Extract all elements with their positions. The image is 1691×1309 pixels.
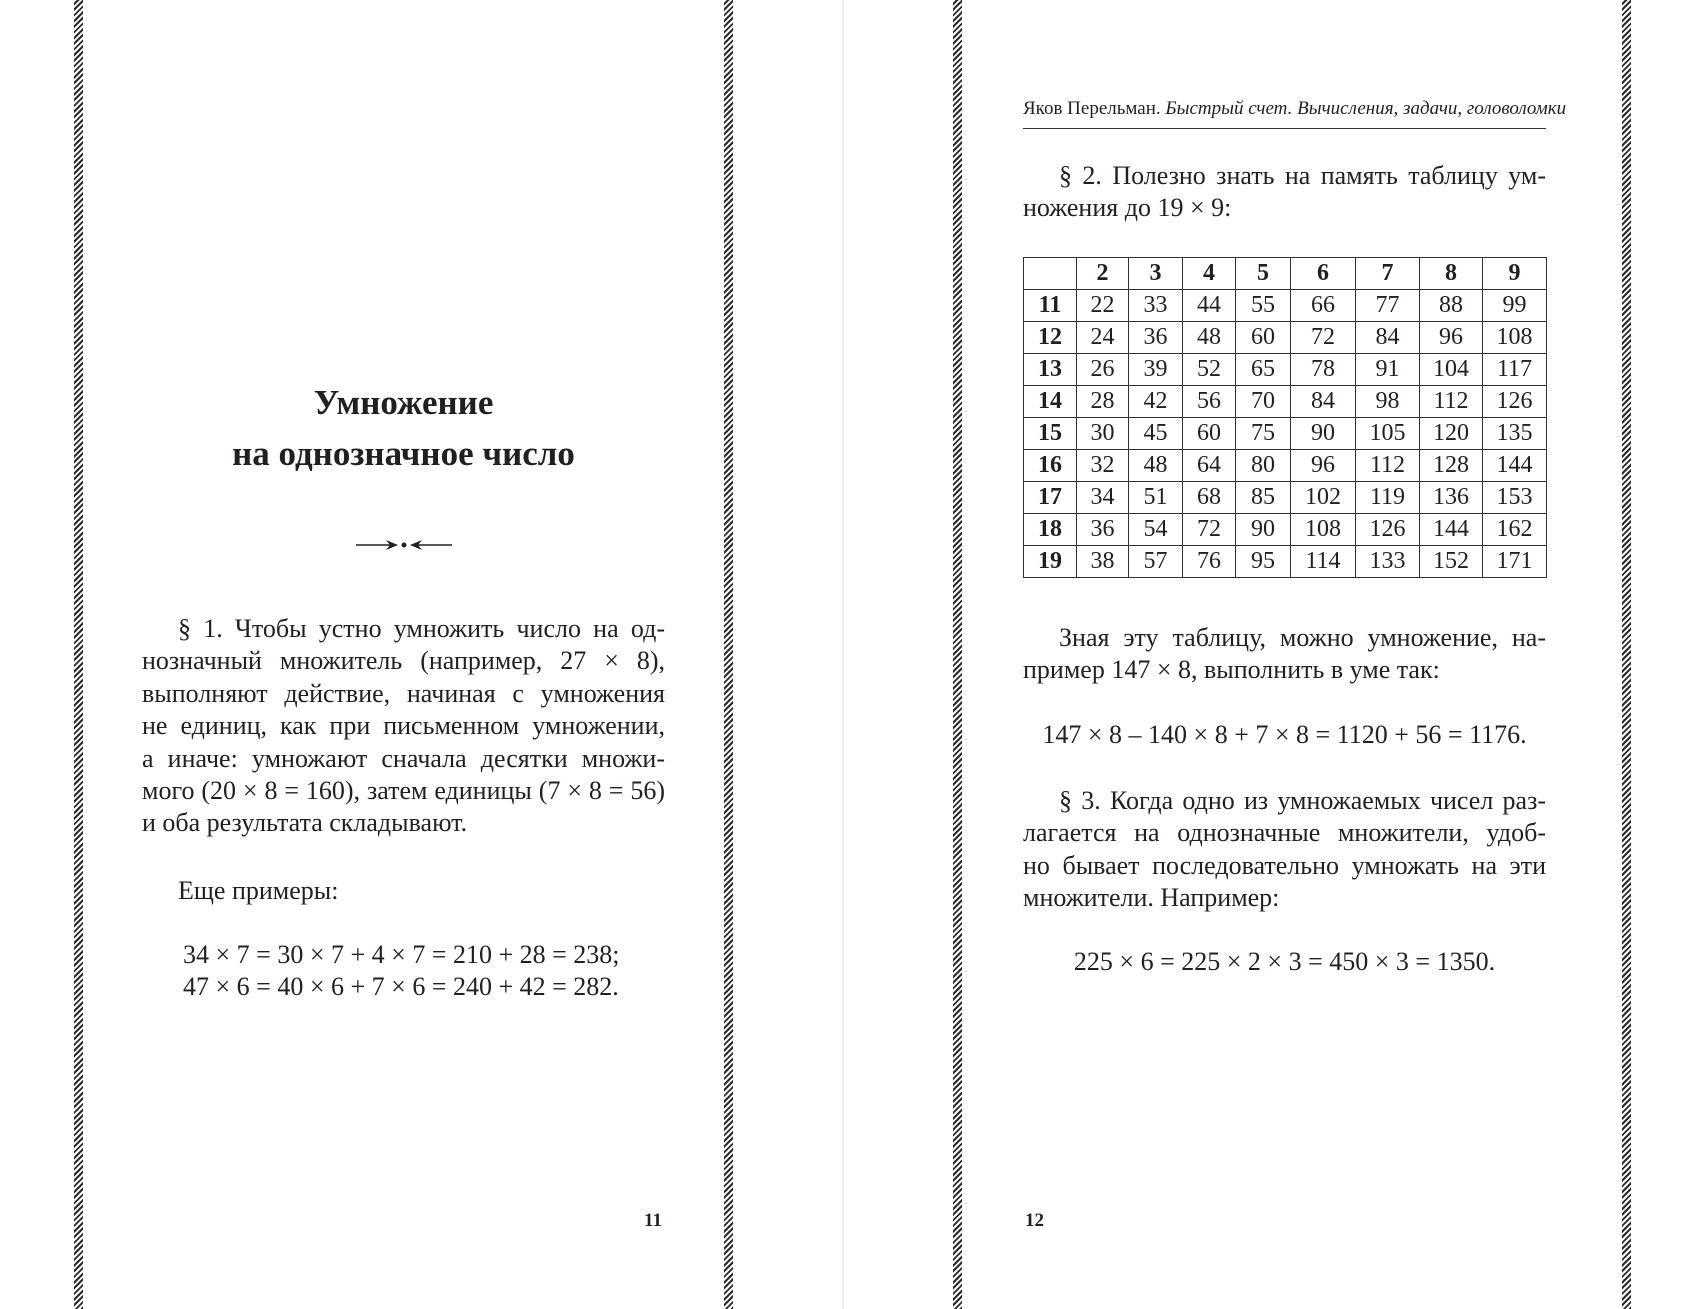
table-cell: 60 [1183, 418, 1236, 450]
text-line: § 1. Чтобы устно умножить число на од- [178, 614, 665, 643]
text-line: выполняют действие, начиная с умножения [142, 678, 665, 708]
column-header: 4 [1183, 258, 1236, 290]
page-number: 11 [644, 1210, 662, 1231]
paragraph-3 [1023, 785, 1546, 915]
table-cell: 72 [1291, 322, 1356, 354]
examples [183, 939, 620, 1004]
table-cell: 42 [1129, 386, 1183, 418]
table-cell: 51 [1129, 482, 1183, 514]
table-cell: 77 [1356, 290, 1420, 322]
table-cell: 44 [1183, 290, 1236, 322]
table-cell: 39 [1129, 354, 1183, 386]
table-cell: 144 [1420, 514, 1483, 546]
table-cell: 90 [1291, 418, 1356, 450]
table-cell: 60 [1236, 322, 1291, 354]
text-line: нозначный множитель (например, 27 × 8), [142, 646, 665, 676]
text-line: ножения до 19 × 9: [1023, 193, 1232, 223]
table-cell: 85 [1236, 482, 1291, 514]
row-header: 13 [1024, 354, 1077, 386]
header-book-title: Быстрый счет. Вычисления, задачи, головоломки [1165, 98, 1567, 119]
table-cell: 66 [1291, 290, 1356, 322]
table-cell: 119 [1356, 482, 1420, 514]
text-line: лагается на однозначные множители, удоб- [1023, 818, 1546, 848]
ornament-divider-icon [356, 535, 452, 555]
table-cell: 56 [1183, 386, 1236, 418]
row-header: 12 [1024, 322, 1077, 354]
table-cell: 120 [1420, 418, 1483, 450]
table-cell: 126 [1356, 514, 1420, 546]
table-cell: 26 [1077, 354, 1129, 386]
table-cell: 78 [1291, 354, 1356, 386]
page-number: 12 [1025, 1210, 1044, 1231]
table-cell: 152 [1420, 546, 1483, 578]
table-cell: 32 [1077, 450, 1129, 482]
text-line: Зная эту таблицу, можно умножение, на- [1059, 623, 1546, 652]
table-cell: 96 [1291, 450, 1356, 482]
multiplication-table [1023, 257, 1547, 578]
table-cell: 112 [1356, 450, 1420, 482]
examples-label: Еще примеры: [178, 876, 339, 905]
table-cell: 102 [1291, 482, 1356, 514]
table-cell: 135 [1483, 418, 1547, 450]
table-cell: 64 [1183, 450, 1236, 482]
example-line: 34 × 7 = 30 × 7 + 4 × 7 = 210 + 28 = 238; [183, 940, 620, 969]
table-cell: 117 [1483, 354, 1547, 386]
row-header: 11 [1024, 290, 1077, 322]
table-cell: 30 [1077, 418, 1129, 450]
column-header: 5 [1236, 258, 1291, 290]
table-cell: 45 [1129, 418, 1183, 450]
column-header: 6 [1291, 258, 1356, 290]
example-line: 47 × 6 = 40 × 6 + 7 × 6 = 240 + 42 = 282. [183, 972, 619, 1002]
table-cell: 80 [1236, 450, 1291, 482]
text-line: § 3. Когда одно из умножаемых чисел раз- [1059, 786, 1546, 815]
table-cell: 114 [1291, 546, 1356, 578]
column-header [1024, 258, 1077, 290]
title-line: на однозначное число [232, 434, 575, 473]
row-header: 19 [1024, 546, 1077, 578]
column-header: 2 [1077, 258, 1129, 290]
text-line: не единиц, как при письменном умножении, [142, 711, 665, 741]
table-cell: 98 [1356, 386, 1420, 418]
column-header: 3 [1129, 258, 1183, 290]
table-cell: 28 [1077, 386, 1129, 418]
page-border-hatch [74, 0, 83, 1309]
table-cell: 171 [1483, 546, 1547, 578]
table-cell: 54 [1129, 514, 1183, 546]
table-row [1024, 354, 1547, 386]
table-cell: 36 [1077, 514, 1129, 546]
table-cell: 55 [1236, 290, 1291, 322]
table-cell: 24 [1077, 322, 1129, 354]
text-line: § 2. Полезно знать на память таблицу ум- [1059, 161, 1546, 190]
equation-1: 147 × 8 – 140 × 8 + 7 × 8 = 1120 + 56 = 1176. [1042, 720, 1527, 749]
table-cell: 33 [1129, 290, 1183, 322]
table-cell: 68 [1183, 482, 1236, 514]
text-line: пример 147 × 8, выполнить в уме так: [1023, 655, 1440, 685]
table-row [1024, 290, 1547, 322]
table-cell: 128 [1420, 450, 1483, 482]
table-cell: 84 [1291, 386, 1356, 418]
row-header: 15 [1024, 418, 1077, 450]
chapter-title [142, 377, 665, 479]
table-cell: 57 [1129, 546, 1183, 578]
row-header: 18 [1024, 514, 1077, 546]
table-cell: 38 [1077, 546, 1129, 578]
table-cell: 133 [1356, 546, 1420, 578]
page-border-hatch [724, 0, 733, 1309]
table-cell: 34 [1077, 482, 1129, 514]
paragraph-1 [142, 613, 665, 840]
table-cell: 153 [1483, 482, 1547, 514]
table-cell: 91 [1356, 354, 1420, 386]
table-header-row [1024, 258, 1547, 290]
table-cell: 65 [1236, 354, 1291, 386]
running-header [1023, 98, 1567, 129]
row-header: 17 [1024, 482, 1077, 514]
table-row [1024, 482, 1547, 514]
table-cell: 72 [1183, 514, 1236, 546]
table-cell: 105 [1356, 418, 1420, 450]
table-cell: 104 [1420, 354, 1483, 386]
table-cell: 88 [1420, 290, 1483, 322]
row-header: 14 [1024, 386, 1077, 418]
column-header: 8 [1420, 258, 1483, 290]
table-cell: 22 [1077, 290, 1129, 322]
paragraph-after-table [1023, 622, 1546, 687]
table-cell: 144 [1483, 450, 1547, 482]
table-cell: 126 [1483, 386, 1547, 418]
table-row [1024, 514, 1547, 546]
text-line: и оба результата складывают. [142, 808, 468, 838]
table-cell: 36 [1129, 322, 1183, 354]
table-cell: 108 [1291, 514, 1356, 546]
paragraph-2 [1023, 160, 1546, 225]
page-border-hatch [1622, 0, 1631, 1309]
table-row [1024, 386, 1547, 418]
table-row [1024, 450, 1547, 482]
equation-2: 225 × 6 = 225 × 2 × 3 = 450 × 3 = 1350. [1073, 947, 1496, 976]
table-cell: 96 [1420, 322, 1483, 354]
table-cell: 75 [1236, 418, 1291, 450]
row-header: 16 [1024, 450, 1077, 482]
text-line: а иначе: умножают сначала десятки множи- [142, 743, 665, 773]
table-cell: 136 [1420, 482, 1483, 514]
table-row [1024, 418, 1547, 450]
table-cell: 48 [1183, 322, 1236, 354]
table-cell: 84 [1356, 322, 1420, 354]
table-cell: 90 [1236, 514, 1291, 546]
page-border-hatch [953, 0, 962, 1309]
text-line: но бывает последовательно умножать на эти [1023, 850, 1546, 880]
title-line: Умножение [313, 383, 494, 422]
table-cell: 48 [1129, 450, 1183, 482]
table-row [1024, 322, 1547, 354]
table-cell: 108 [1483, 322, 1547, 354]
table-cell: 112 [1420, 386, 1483, 418]
book-spine [842, 0, 844, 1309]
table-cell: 95 [1236, 546, 1291, 578]
header-author: Яков Перельман. [1023, 98, 1161, 119]
text-line: мого (20 × 8 = 160), затем единицы (7 × 8 = 56) [142, 776, 665, 806]
table-cell: 70 [1236, 386, 1291, 418]
table-cell: 52 [1183, 354, 1236, 386]
table-row [1024, 546, 1547, 578]
text-line: множители. Например: [1023, 883, 1280, 913]
column-header: 7 [1356, 258, 1420, 290]
column-header: 9 [1483, 258, 1547, 290]
table-cell: 99 [1483, 290, 1547, 322]
table-cell: 162 [1483, 514, 1547, 546]
table-cell: 76 [1183, 546, 1236, 578]
